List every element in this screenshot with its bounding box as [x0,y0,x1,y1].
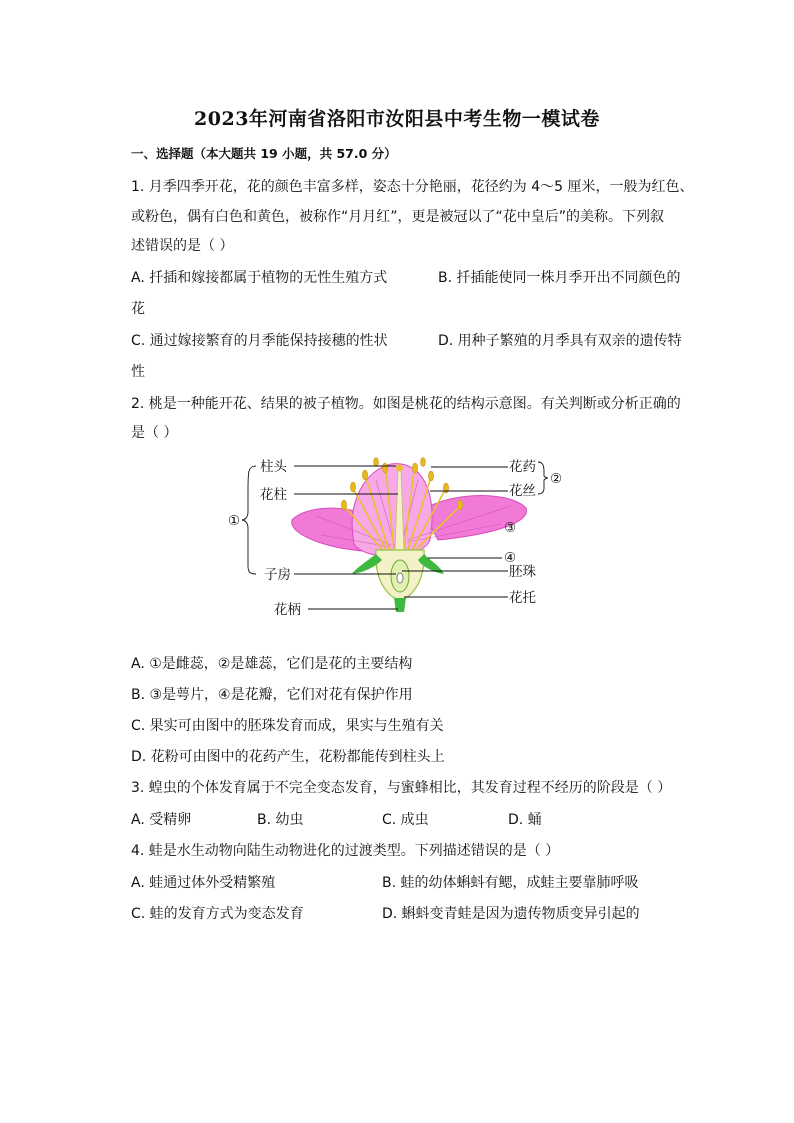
q1-option-b[interactable]: B. 扦插能使同一株月季开出不同颜色的 [438,270,681,286]
q2-stem-line-2: 是（ ） [131,425,178,441]
q3-option-d[interactable]: D. 蛹 [508,812,542,828]
ovule [397,573,403,583]
label-ovary: 子房 [264,567,291,583]
label-pedicel: 花柄 [274,602,301,618]
pedicel [394,598,406,612]
q3-option-c[interactable]: C. 成虫 [382,812,429,828]
peach-flower-diagram [226,450,576,625]
q4-option-c[interactable]: C. 蛙的发育方式为变态发育 [131,906,304,922]
label-stigma: 柱头 [260,459,287,475]
label-receptacle: 花托 [509,590,536,606]
label-num-4: ④ [504,550,517,566]
q2-option-a[interactable]: A. ①是雌蕊，②是雄蕊，它们是花的主要结构 [131,656,413,672]
label-num-3: ③ [504,520,517,536]
q2-stem-line-1: 2. 桃是一种能开花、结果的被子植物。如图是桃花的结构示意图。有关判断或分析正确的 [131,396,681,412]
q1-option-d[interactable]: D. 用种子繁殖的月季具有双亲的遗传特 [438,333,682,349]
q3-option-a[interactable]: A. 受精卵 [131,812,192,828]
q1-option-c[interactable]: C. 通过嫁接繁育的月季能保持接穗的性状 [131,333,388,349]
label-ovule: 胚珠 [509,564,536,580]
q3-option-b[interactable]: B. 幼虫 [257,812,304,828]
q4-option-a[interactable]: A. 蛙通过体外受精繁殖 [131,875,276,891]
stigma [396,465,403,472]
q1-stem-line-1: 1. 月季四季开花，花的颜色丰富多样，姿态十分艳丽，花径约为 4～5 厘米，一般为红色、 [131,179,694,195]
q2-option-b[interactable]: B. ③是萼片，④是花瓣，它们对花有保护作用 [131,687,413,703]
q4-option-d[interactable]: D. 蝌蚪变青蛙是因为遗传物质变异引起的 [382,906,640,922]
label-filament: 花丝 [509,483,536,499]
q3-stem-line-1: 3. 蝗虫的个体发育属于不完全变态发育，与蜜蜂相比，其发育过程不经历的阶段是（ ） [131,780,672,796]
label-num-1: ① [228,513,241,529]
section-header: 一、选择题（本大题共 19 小题，共 57.0 分） [131,146,397,161]
q1-option-a[interactable]: A. 扦插和嫁接都属于植物的无性生殖方式 [131,270,388,286]
q2-option-d[interactable]: D. 花粉可由图中的花药产生，花粉都能传到柱头上 [131,749,445,765]
q1-stem-line-3: 述错误的是（ ） [131,238,234,254]
q4-stem-line-1: 4. 蛙是水生动物向陆生动物进化的过渡类型。下列描述错误的是（ ） [131,843,560,859]
label-anther: 花药 [509,459,536,475]
page-title: 2023年河南省洛阳市汝阳县中考生物一模试卷 [194,108,600,130]
q1-option-d-wrap: 性 [131,364,145,380]
q2-option-c[interactable]: C. 果实可由图中的胚珠发育而成，果实与生殖有关 [131,718,444,734]
q1-stem-line-2: 或粉色，偶有白色和黄色，被称作“月月红”，更是被冠以了“花中皇后”的美称。下列叙 [131,209,665,225]
label-style: 花柱 [260,487,287,503]
q4-option-b[interactable]: B. 蛙的幼体蝌蚪有鳃，成蛙主要靠肺呼吸 [382,875,639,891]
q1-option-b-wrap: 花 [131,301,145,317]
label-num-2: ② [550,471,563,487]
